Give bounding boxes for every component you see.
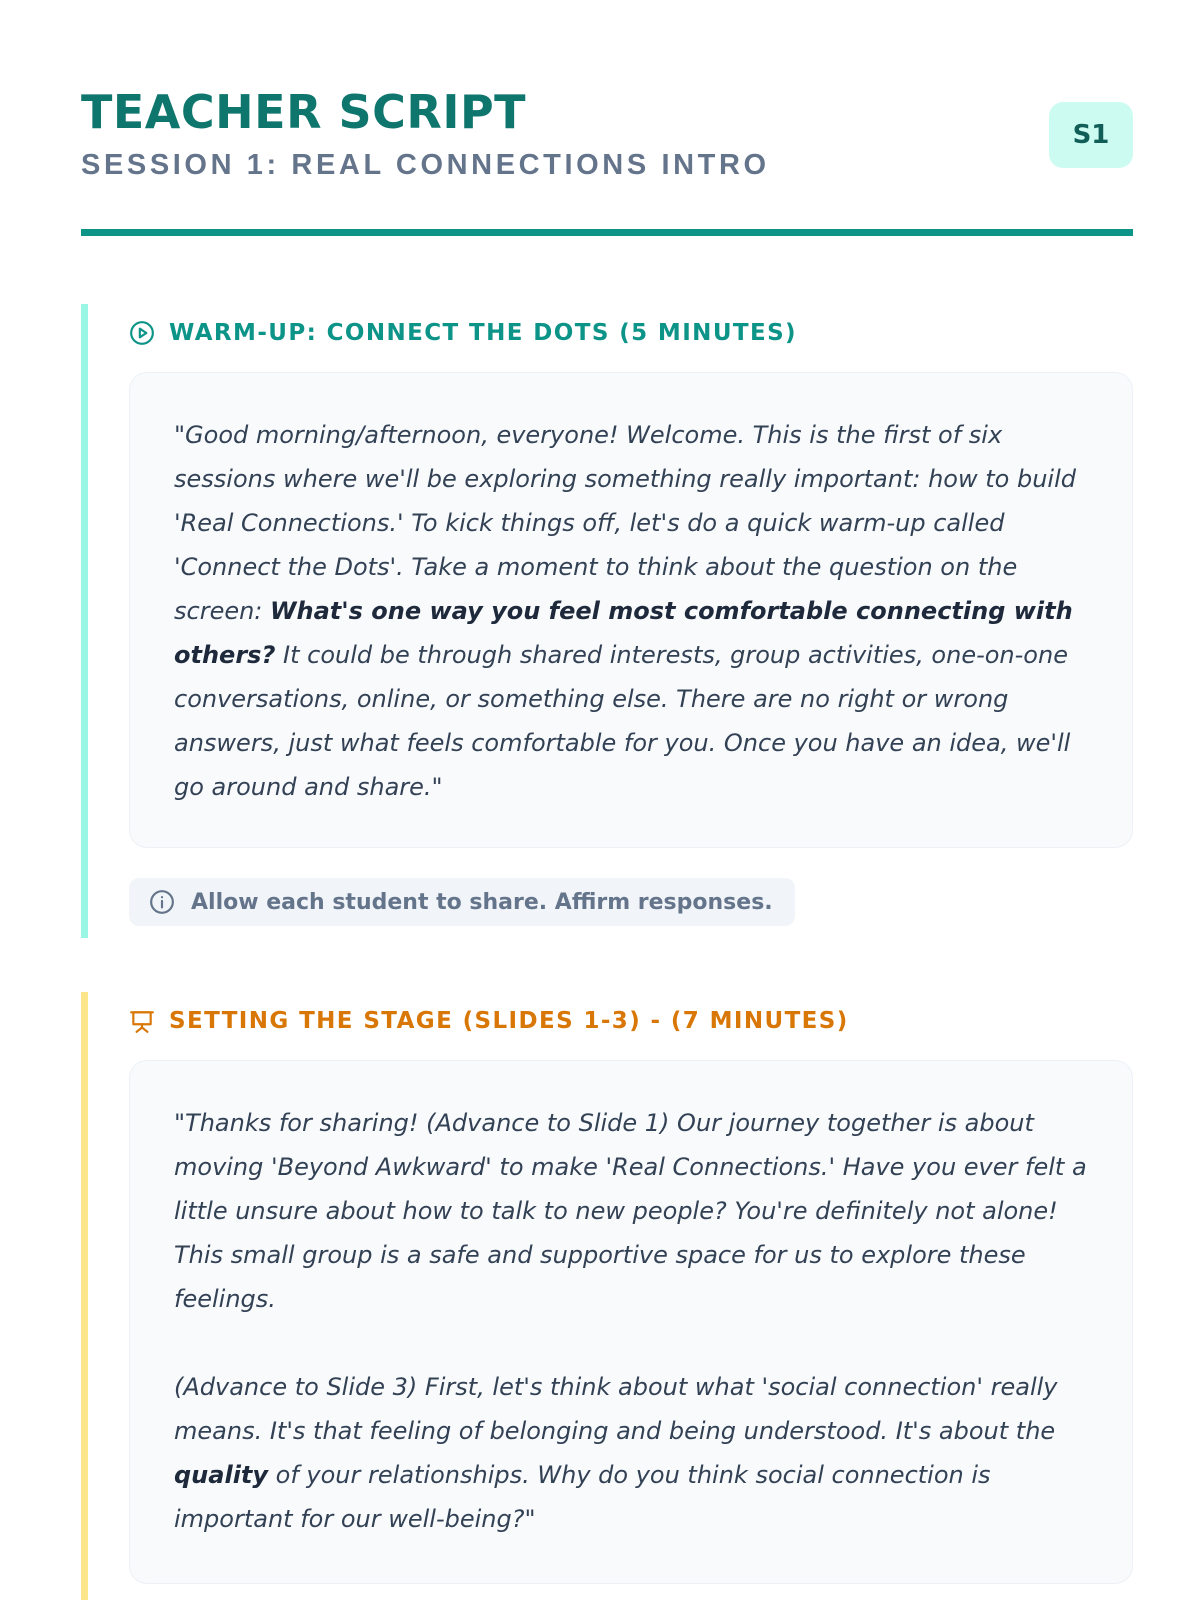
section-heading bbox=[129, 1006, 849, 1036]
script-paragraph bbox=[174, 1365, 1092, 1541]
script-card bbox=[129, 1060, 1133, 1584]
section-heading bbox=[129, 318, 797, 348]
script-text: of your relationships. Why do you think social connection is important for our well-being?" bbox=[174, 1461, 991, 1533]
script-text: It could be through shared interests, group activities, one-on-one conversations, online, or something else. There are no right or wrong answers, just what feels comfortable for you. Once you have an idea, we'll go around and share." bbox=[174, 641, 1071, 801]
script-text: (Advance to Slide 3) First, let's think about what 'social connection' really means. It's that feeling of belonging and being understood. It's about the bbox=[174, 1373, 1058, 1445]
teacher-note bbox=[129, 878, 795, 926]
teacher-note-text: Allow each student to share. Affirm responses. bbox=[191, 889, 773, 915]
header-divider bbox=[81, 229, 1133, 236]
section-accent-bar bbox=[81, 992, 88, 1600]
script-card bbox=[129, 372, 1133, 848]
section-heading-text: SETTING THE STAGE (SLIDES 1-3) - (7 MINUTES) bbox=[169, 1008, 849, 1034]
page-subtitle: SESSION 1: REAL CONNECTIONS INTRO bbox=[81, 149, 770, 181]
script-paragraph bbox=[174, 413, 1092, 809]
section-heading-text: WARM-UP: CONNECT THE DOTS (5 MINUTES) bbox=[169, 320, 797, 346]
page-header bbox=[81, 0, 1133, 236]
info-circle-icon bbox=[149, 889, 175, 915]
section-warm-up bbox=[81, 304, 1133, 938]
play-circle-icon bbox=[129, 320, 155, 346]
page-title: TEACHER SCRIPT bbox=[81, 85, 527, 139]
script-text: "Good morning/afternoon, everyone! Welcome. This is the first of six sessions where we'll be exploring something really important: how to build 'Real Connections.' To kick things off, let's do a quick warm-up called 'Connect the Dots'. Take a moment to think about the question on the screen: bbox=[174, 421, 1076, 625]
section-accent-bar bbox=[81, 304, 88, 938]
script-paragraph: "Thanks for sharing! (Advance to Slide 1) Our journey together is about moving 'Beyond Awkward' to make 'Real Connections.' Have you ever felt a little unsure about how to talk to new people? You're definitely not alone! This small group is a safe and supportive space for us to explore these feelings. bbox=[174, 1109, 1087, 1313]
session-badge: S1 bbox=[1049, 102, 1133, 168]
teacher-script-page bbox=[81, 0, 1133, 1533]
presentation-board-icon bbox=[129, 1008, 155, 1034]
section-setting-the-stage bbox=[81, 992, 1133, 1600]
script-emphasis: quality bbox=[174, 1461, 269, 1489]
script-question: What's one way you feel most comfortable connecting with others? bbox=[174, 597, 1073, 669]
